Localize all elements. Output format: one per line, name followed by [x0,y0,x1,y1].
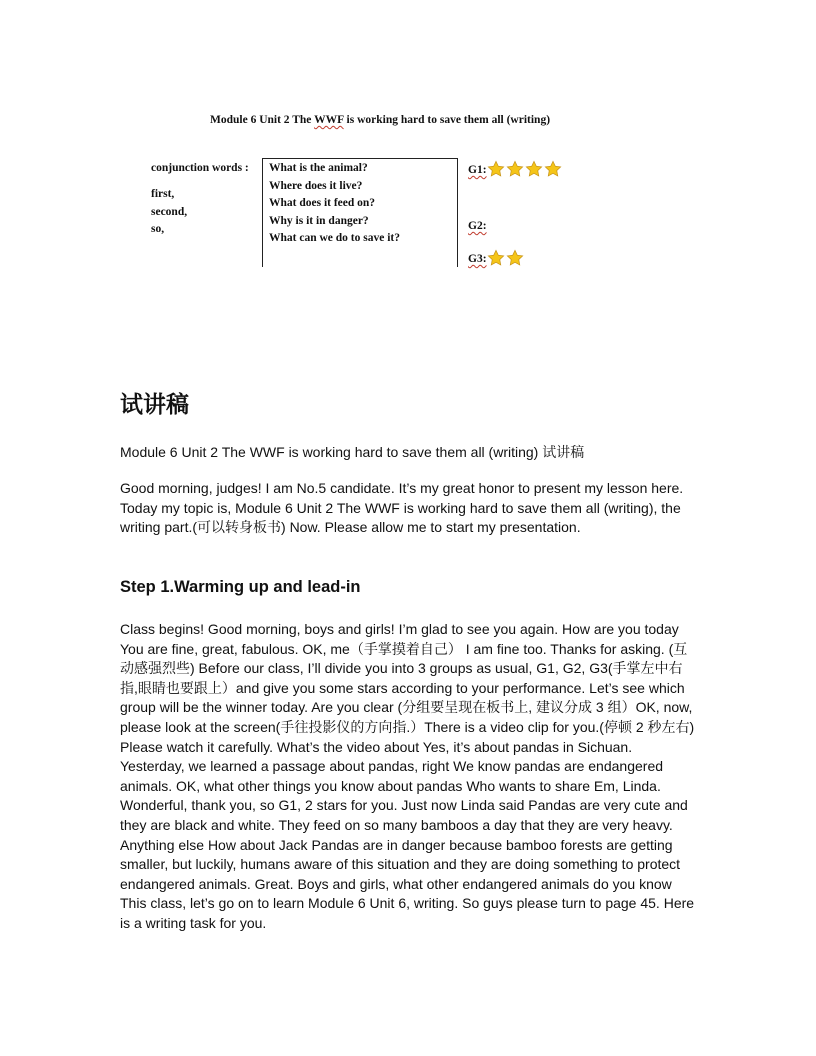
star-icon [525,160,543,178]
conjunction-label: conjunction words : [151,162,249,174]
question-item: What can we do to save it? [269,232,400,244]
group-label: G1: [468,164,487,176]
question-item: What does it feed on? [269,197,376,209]
step1-heading: Step 1.Warming up and lead-in [120,578,361,596]
star-rating [487,253,525,265]
conjunction-list [151,186,187,239]
conjunction-item: first, [151,188,175,200]
star-icon [506,249,524,267]
group-g3 [468,249,525,267]
question-item: What is the animal? [269,162,368,174]
star-icon [487,249,505,267]
page-heading: 试讲稿 [120,391,189,418]
question-item: Where does it live? [269,179,363,192]
conjunction-item: so, [151,223,165,235]
star-icon [544,160,562,178]
board-title: Module 6 Unit 2 The WWF is working hard to save them all (writing) [210,114,551,126]
star-icon [487,160,505,178]
wwf-abbr: WWF [314,114,344,126]
group-g1 [468,160,563,178]
star-rating [487,164,563,176]
question-box [262,158,458,267]
step1-paragraph: Class begins! Good morning, boys and girls! I’m glad to see you again. How are you today You are fine, great, fabulous. OK, me（手掌摸着自己） I am fine too. Thanks for asking. (互动感强烈些) Before our class, I’ll divide you into 3 groups as usual, G1, G2, G3(手掌左中右指,眼睛也要跟上）and give you some stars according to your performance. Let’s see which group will be the winner today. Are you clear (分组要呈现在板书上, 建议分成 3 组）OK, now, please look at the screen(手往投影仪的方向指.）There is a video clip for you.(停顿 2 秒左右) Please watch it carefully. What’s the video about Yes, it’s about pandas in Sichuan. Yesterday, we learned a passage about pandas, right We know pandas are endangered animals. OK, what other things you know about pandas Who wants to share Em, Linda. Wonderful, thank you, so G1, 2 stars for you. Just now Linda said Pandas are very cute and they are black and white. They feed on so many bamboos a day that they are very heavy. Anything else How about Jack Pandas are in danger because bamboo forests are getting smaller, but luckily, humans aware of this situation and they are doing something to protect endangered animals. Great. Boys and girls, what other endangered animals do you know This class, let’s go on to learn Module 6 Unit 6, writing. So guys please turn to page 45. Here is a writing task for you. [120,621,695,931]
question-item: Why is it in danger? [269,214,369,227]
conjunction-item: second, [151,205,188,218]
subtitle: Module 6 Unit 2 The WWF is working hard to save them all (writing) 试讲稿 [120,444,585,460]
star-icon [506,160,524,178]
group-label: G3: [468,253,487,265]
group-label: G2: [468,220,487,232]
group-g2 [468,220,487,232]
intro-paragraph: Good morning, judges! I am No.5 candidate. It’s my great honor to present my lesson here. Today my topic is, Module 6 Unit 2 The WWF is working hard to save them all (writing), the writing part.(可以转身板书) Now. Please allow me to start my presentation. [120,480,684,536]
